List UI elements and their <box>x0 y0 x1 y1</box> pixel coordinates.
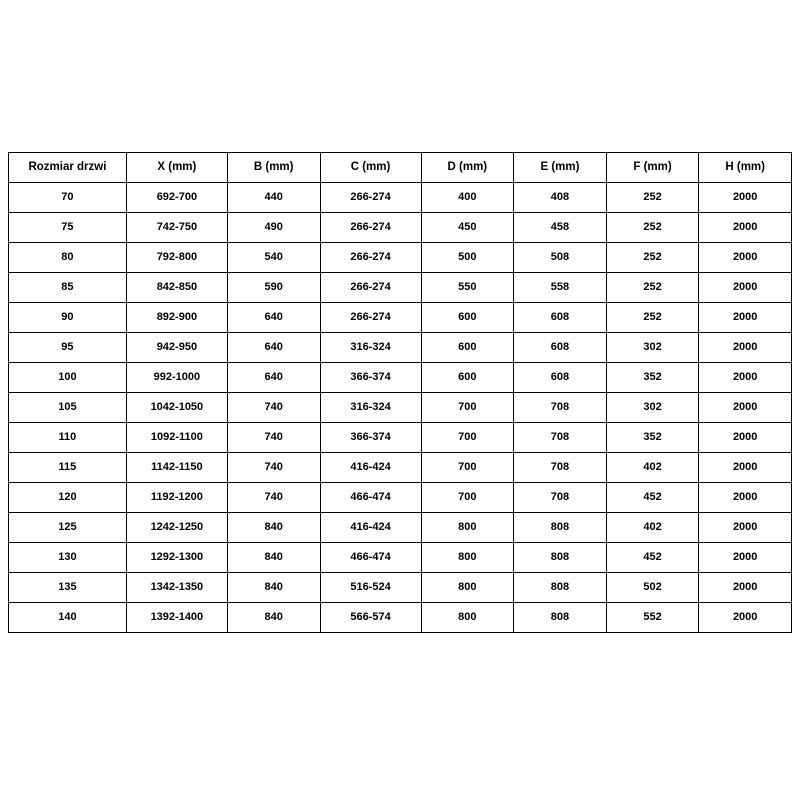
cell-f: 452 <box>606 543 699 573</box>
cell-h: 2000 <box>699 333 792 363</box>
cell-d: 700 <box>421 483 514 513</box>
cell-c: 416-424 <box>320 513 421 543</box>
cell-b: 840 <box>227 603 320 633</box>
cell-door-size: 125 <box>9 513 127 543</box>
cell-b: 640 <box>227 363 320 393</box>
cell-b: 840 <box>227 513 320 543</box>
cell-e: 708 <box>514 423 607 453</box>
table-body <box>9 183 792 633</box>
cell-b: 740 <box>227 423 320 453</box>
cell-f: 252 <box>606 213 699 243</box>
cell-b: 840 <box>227 573 320 603</box>
cell-door-size: 95 <box>9 333 127 363</box>
cell-f: 252 <box>606 243 699 273</box>
cell-b: 740 <box>227 483 320 513</box>
cell-c: 466-474 <box>320 543 421 573</box>
cell-e: 808 <box>514 573 607 603</box>
cell-d: 400 <box>421 183 514 213</box>
cell-f: 352 <box>606 363 699 393</box>
cell-b: 640 <box>227 303 320 333</box>
cell-e: 608 <box>514 363 607 393</box>
table-row <box>9 363 792 393</box>
cell-f: 502 <box>606 573 699 603</box>
cell-door-size: 100 <box>9 363 127 393</box>
table-row <box>9 183 792 213</box>
cell-door-size: 115 <box>9 453 127 483</box>
cell-x: 1242-1250 <box>126 513 227 543</box>
cell-x: 1042-1050 <box>126 393 227 423</box>
cell-c: 366-374 <box>320 363 421 393</box>
cell-d: 700 <box>421 393 514 423</box>
cell-h: 2000 <box>699 183 792 213</box>
cell-d: 800 <box>421 573 514 603</box>
table-row <box>9 513 792 543</box>
cell-door-size: 70 <box>9 183 127 213</box>
cell-c: 416-424 <box>320 453 421 483</box>
column-header-door-size: Rozmiar drzwi <box>9 153 127 183</box>
cell-door-size: 90 <box>9 303 127 333</box>
cell-c: 566-574 <box>320 603 421 633</box>
cell-d: 450 <box>421 213 514 243</box>
cell-b: 640 <box>227 333 320 363</box>
cell-h: 2000 <box>699 483 792 513</box>
cell-f: 352 <box>606 423 699 453</box>
cell-d: 550 <box>421 273 514 303</box>
cell-f: 402 <box>606 453 699 483</box>
cell-door-size: 75 <box>9 213 127 243</box>
cell-h: 2000 <box>699 393 792 423</box>
cell-f: 252 <box>606 183 699 213</box>
cell-d: 700 <box>421 453 514 483</box>
cell-c: 316-324 <box>320 333 421 363</box>
cell-x: 742-750 <box>126 213 227 243</box>
cell-b: 840 <box>227 543 320 573</box>
cell-f: 452 <box>606 483 699 513</box>
spec-table-container <box>8 152 792 633</box>
cell-c: 266-274 <box>320 213 421 243</box>
cell-e: 458 <box>514 213 607 243</box>
cell-x: 1392-1400 <box>126 603 227 633</box>
cell-f: 302 <box>606 333 699 363</box>
cell-x: 1292-1300 <box>126 543 227 573</box>
door-size-spec-table <box>8 152 792 633</box>
column-header-d: D (mm) <box>421 153 514 183</box>
cell-door-size: 80 <box>9 243 127 273</box>
cell-f: 252 <box>606 303 699 333</box>
cell-x: 1142-1150 <box>126 453 227 483</box>
column-header-h: H (mm) <box>699 153 792 183</box>
cell-x: 992-1000 <box>126 363 227 393</box>
cell-f: 252 <box>606 273 699 303</box>
cell-x: 1092-1100 <box>126 423 227 453</box>
cell-f: 552 <box>606 603 699 633</box>
cell-c: 266-274 <box>320 303 421 333</box>
cell-h: 2000 <box>699 273 792 303</box>
cell-b: 540 <box>227 243 320 273</box>
cell-e: 408 <box>514 183 607 213</box>
cell-d: 600 <box>421 303 514 333</box>
table-row <box>9 603 792 633</box>
cell-door-size: 105 <box>9 393 127 423</box>
table-header-row <box>9 153 792 183</box>
cell-c: 366-374 <box>320 423 421 453</box>
cell-x: 1342-1350 <box>126 573 227 603</box>
cell-b: 440 <box>227 183 320 213</box>
column-header-f: F (mm) <box>606 153 699 183</box>
cell-door-size: 135 <box>9 573 127 603</box>
cell-x: 892-900 <box>126 303 227 333</box>
table-row <box>9 213 792 243</box>
cell-d: 800 <box>421 603 514 633</box>
cell-d: 600 <box>421 333 514 363</box>
column-header-b: B (mm) <box>227 153 320 183</box>
cell-e: 608 <box>514 303 607 333</box>
cell-x: 1192-1200 <box>126 483 227 513</box>
cell-door-size: 85 <box>9 273 127 303</box>
cell-h: 2000 <box>699 243 792 273</box>
cell-h: 2000 <box>699 213 792 243</box>
cell-x: 842-850 <box>126 273 227 303</box>
cell-e: 808 <box>514 603 607 633</box>
cell-c: 266-274 <box>320 273 421 303</box>
table-row <box>9 573 792 603</box>
table-row <box>9 393 792 423</box>
cell-e: 608 <box>514 333 607 363</box>
table-row <box>9 453 792 483</box>
table-row <box>9 543 792 573</box>
cell-h: 2000 <box>699 303 792 333</box>
cell-h: 2000 <box>699 603 792 633</box>
table-row <box>9 483 792 513</box>
cell-b: 740 <box>227 393 320 423</box>
cell-d: 700 <box>421 423 514 453</box>
cell-b: 490 <box>227 213 320 243</box>
cell-c: 266-274 <box>320 183 421 213</box>
cell-door-size: 110 <box>9 423 127 453</box>
cell-b: 740 <box>227 453 320 483</box>
cell-c: 516-524 <box>320 573 421 603</box>
cell-d: 800 <box>421 543 514 573</box>
cell-f: 402 <box>606 513 699 543</box>
cell-x: 792-800 <box>126 243 227 273</box>
cell-d: 800 <box>421 513 514 543</box>
column-header-c: C (mm) <box>320 153 421 183</box>
column-header-e: E (mm) <box>514 153 607 183</box>
cell-c: 316-324 <box>320 393 421 423</box>
cell-f: 302 <box>606 393 699 423</box>
cell-x: 692-700 <box>126 183 227 213</box>
cell-h: 2000 <box>699 453 792 483</box>
cell-e: 508 <box>514 243 607 273</box>
cell-e: 808 <box>514 543 607 573</box>
table-header <box>9 153 792 183</box>
cell-d: 500 <box>421 243 514 273</box>
cell-e: 708 <box>514 393 607 423</box>
cell-door-size: 120 <box>9 483 127 513</box>
table-row <box>9 303 792 333</box>
cell-e: 558 <box>514 273 607 303</box>
cell-h: 2000 <box>699 363 792 393</box>
table-row <box>9 273 792 303</box>
cell-h: 2000 <box>699 543 792 573</box>
cell-c: 466-474 <box>320 483 421 513</box>
table-row <box>9 333 792 363</box>
cell-d: 600 <box>421 363 514 393</box>
cell-h: 2000 <box>699 573 792 603</box>
cell-e: 708 <box>514 483 607 513</box>
cell-c: 266-274 <box>320 243 421 273</box>
cell-h: 2000 <box>699 513 792 543</box>
table-row <box>9 423 792 453</box>
cell-b: 590 <box>227 273 320 303</box>
cell-door-size: 130 <box>9 543 127 573</box>
cell-door-size: 140 <box>9 603 127 633</box>
cell-x: 942-950 <box>126 333 227 363</box>
cell-e: 708 <box>514 453 607 483</box>
cell-h: 2000 <box>699 423 792 453</box>
table-row <box>9 243 792 273</box>
cell-e: 808 <box>514 513 607 543</box>
column-header-x: X (mm) <box>126 153 227 183</box>
